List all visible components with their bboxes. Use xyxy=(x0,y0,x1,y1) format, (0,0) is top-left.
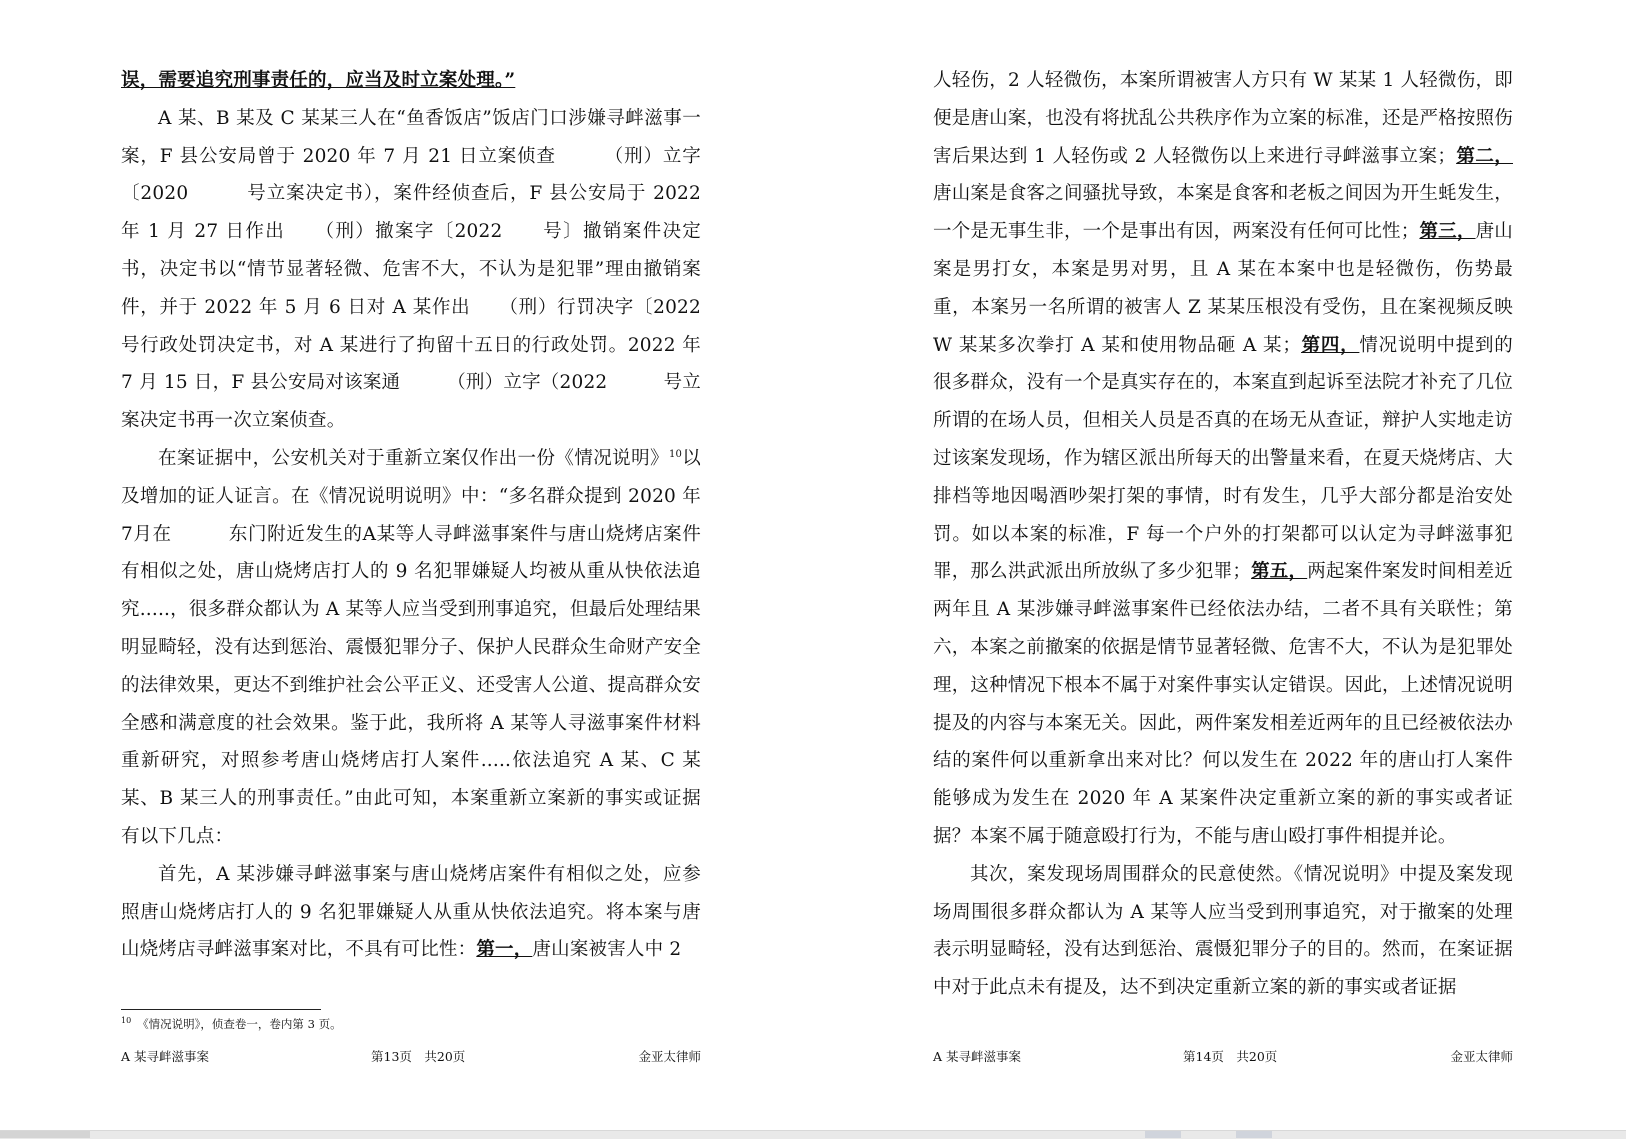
ordinal-second: 第二， xyxy=(1456,145,1513,167)
footer-page-number: 第14页 共20页 xyxy=(1183,1049,1278,1064)
ordinal-fifth: 第五， xyxy=(1251,561,1308,583)
scrollbar-marker xyxy=(1145,1131,1181,1138)
footer-case-title: A 某寻衅滋事案 xyxy=(121,1049,210,1064)
heading-continuation: 误，需要追究刑事责任的，应当及时立案处理。” xyxy=(121,70,516,91)
page-13-body xyxy=(121,62,758,969)
footnote-ref[interactable]: 10 xyxy=(668,448,683,460)
footnote xyxy=(121,1016,342,1032)
paragraph: 首先，A 某涉嫌寻衅滋事案与唐山烧烤店案件有相似之处，应参照唐山烧烤店打人的 9 名犯罪嫌疑人从重从快依法追究。将本案与唐山烧烤店寻衅滋事案对比，不具有可比性：第一，唐山案被害人中 2 xyxy=(121,863,701,961)
footer-author: 金亚太律师 xyxy=(638,1049,701,1064)
paragraph: 其次，案发现场周围群众的民意使然。《情况说明》中提及案发现场周围很多群众都认为 A 某等人应当受到刑事追究，对于撤案的处理表示明显畸轻，没有达到惩治、震慑犯罪分子的目的。然而，在案证据中对于此点未有提及，达不到决定重新立案的新的事实或者证据 xyxy=(933,863,1513,999)
footer-author: 金亚太律师 xyxy=(1450,1049,1513,1064)
ordinal-first: 第一， xyxy=(476,939,533,961)
ordinal-fourth: 第四， xyxy=(1301,334,1360,356)
ordinal-third: 第三， xyxy=(1419,221,1476,243)
footnote-number: 10 xyxy=(121,1016,132,1026)
footer-case-title: A 某寻衅滋事案 xyxy=(933,1049,1022,1064)
footnote-text: 《情况说明》，侦查卷一，卷内第 3 页。 xyxy=(137,1017,342,1031)
paragraph: 人轻伤，2 人轻微伤，本案所谓被害人方只有 W 某某 1 人轻微伤，即便是唐山案，也没有将扰乱公共秩序作为立案的标准，还是严格按照伤害后果达到 1 人轻伤或 2 人轻微伤以上来进行寻衅滋事立案；第二，唐山案是食客之间骚扰导致，本案是食客和老板之间因为开生蚝发生，一个是无事生非，一个是事出有因，两案没有任何可比性；第三，唐山案是男打女，本案是男对男，且 A 某在本案中也是轻微伤，伤势最重，本案另一名所谓的被害人 Z 某某压根没有受伤，且在案视频反映 W 某某多次拳打 A 某和使用物品砸 A 某；第四，情况说明中提到的很多群众，没有一个是真实存在的，本案直到起诉至法院才补充了几位所谓的在场人员，但相关人员是否真的在场无从查证，辩护人实地走访过该案发现场，作为辖区派出所每天的出警量来看，在夏天烧烤店、大排档等地因喝酒吵架打架的事情，时有发生，几乎大部分都是治安处罚。如以本案的标准，F 每一个户外的打架都可以认定为寻衅滋事犯罪，那么洪武派出所放纵了多少犯罪；第五，两起案件案发时间相差近两年且 A 某涉嫌寻衅滋事案件已经依法办结，二者不具有关联性；第六，本案之前撤案的依据是情节显著轻微、危害不大，不认为是犯罪处理，这种情况下根本不属于对案件事实认定错误。因此，上述情况说明提及的内容与本案无关。因此，两件案发相差近两年的且已经被依法办结的案件何以重新拿出来对比？何以发生在 2022 年的唐山打人案件能够成为发生在 2020 年 A 某案件决定重新立案的新的事实或者证据？本案不属于随意殴打行为，不能与唐山殴打事件相提并论。 xyxy=(933,70,1513,847)
page-14-body xyxy=(933,62,1513,1007)
page-14 xyxy=(812,0,1626,1130)
footnote-divider xyxy=(121,1009,321,1010)
scrollbar-marker xyxy=(1236,1131,1272,1138)
scrollbar-thumb[interactable] xyxy=(0,1131,90,1138)
paragraph-with-footnote: 在案证据中，公安机关对于重新立案仅作出一份《情况说明》$^{10}$以及增加的证人证言。在《情况说明说明》中：“多名群众提到 2020 年7月在 东门附近发生的A某等人寻衅滋事案件与唐山烧烤店案件有相似之处，唐山烧烤店打人的 9 名犯罪嫌疑人均被从重从快依法追究.....，很多群众都认为 A 某等人应当受到刑事追究，但最后处理结果明显畸轻，没有达到惩治、震慑犯罪分子、保护人民群众生命财产安全的法律效果，更达不到维护社会公平正义、还受害人公道、提高群众安全感和满意度的社会效果。鉴于此，我所将 A 某等人寻滋事案件材料重新研究，对照参考唐山烧烤店打人案件.....依法追究 A 某、C 某某、B 某三人的刑事责任。”由此可知，本案重新立案新的事实或证据有以下几点： xyxy=(121,447,702,847)
page-footer xyxy=(933,1047,1513,1065)
page-13 xyxy=(0,0,812,1130)
paragraph: A 某、B 某及 C 某某三人在“鱼香饭店”饭店门口涉嫌寻衅滋事一案，F 县公安局曾于 2020 年 7 月 21 日立案侦查 （刑）立字〔2020 号立案决定书），案件经侦查后，F 县公安局于 2022 年 1 月 27 日作出 （刑）撤案字〔2022 号〕撤销案件决定书，决定书以“情节显著轻微、危害不大，不认为是犯罪”理由撤销案件，并于 2022 年 5 月 6 日对 A 某作出 （刑）行罚决字〔2022 号行政处罚决定书，对 A 某进行了拘留十五日的行政处罚。2022 年 7 月 15 日，F 县公安局对该案通 （刑）立字（2022 号立案决定书再一次立案侦查。 xyxy=(121,107,758,432)
footer-page-number: 第13页 共20页 xyxy=(371,1049,466,1064)
page-footer xyxy=(121,1047,701,1065)
